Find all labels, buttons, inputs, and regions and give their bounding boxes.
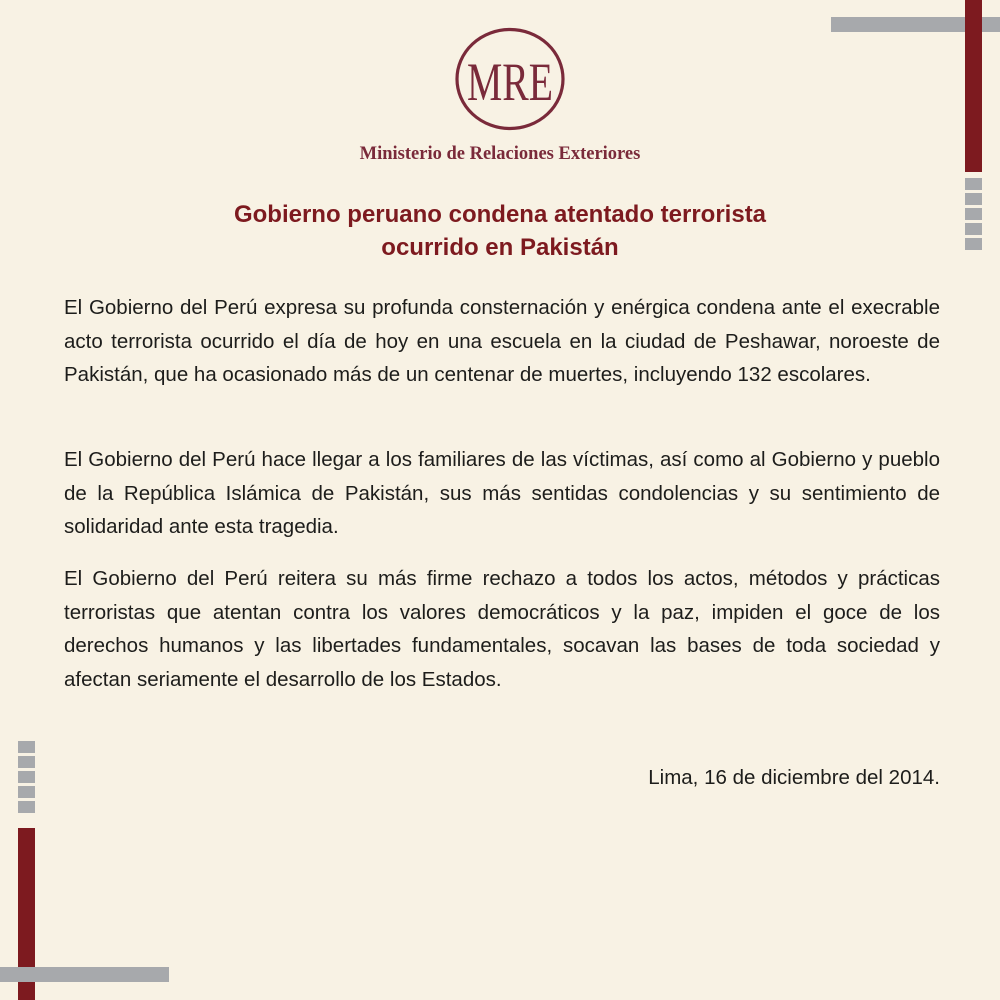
logo-lettering: MRE	[467, 52, 553, 112]
bottom-left-square	[18, 801, 35, 813]
title-line-1: Gobierno peruano condena atentado terrorista	[233, 201, 767, 228]
bottom-left-square	[18, 756, 35, 768]
bottom-left-square	[18, 741, 35, 753]
body-paragraph-3: El Gobierno del Perú reitera su más firme rechazo a todos los actos, métodos y prácticas terroristas que atentan contra los valores democráticos y la paz, impiden el goce de los derechos humanos y las libertades fundamentales, socavan las bases de toda sociedad y afectan seriamente el desarrollo de los Estados.	[64, 567, 940, 691]
top-right-square	[965, 178, 982, 190]
body-paragraph-1: El Gobierno del Perú expresa su profunda consternación y enérgica condena ante el execrable acto terrorista ocurrido el día de hoy en una escuela en la ciudad de Peshawar, noroeste de Pakistán, que ha ocasionado más de un centenar de muertes, incluyendo 132 escolares.	[64, 296, 940, 386]
bottom-left-square	[18, 771, 35, 783]
ministry-name: Ministerio de Relaciones Exteriores	[359, 144, 641, 164]
title-line-2: ocurrido en Pakistán	[381, 234, 619, 261]
top-right-square	[965, 193, 982, 205]
place-and-date: Lima, 16 de diciembre del 2014.	[648, 766, 940, 789]
press-release-title	[100, 198, 900, 264]
top-right-square	[965, 208, 982, 220]
top-right-square	[965, 238, 982, 250]
mre-seal-logo	[454, 27, 566, 131]
bottom-left-square	[18, 786, 35, 798]
bottom-left-horizontal-bar	[0, 967, 169, 982]
body-paragraph-2: El Gobierno del Perú hace llegar a los familiares de las víctimas, así como al Gobierno y pueblo de la República Islámica de Pakistán, sus más sentidas condolencias y su sentimiento de solidaridad ante esta tragedia.	[64, 448, 940, 538]
top-right-square	[965, 223, 982, 235]
